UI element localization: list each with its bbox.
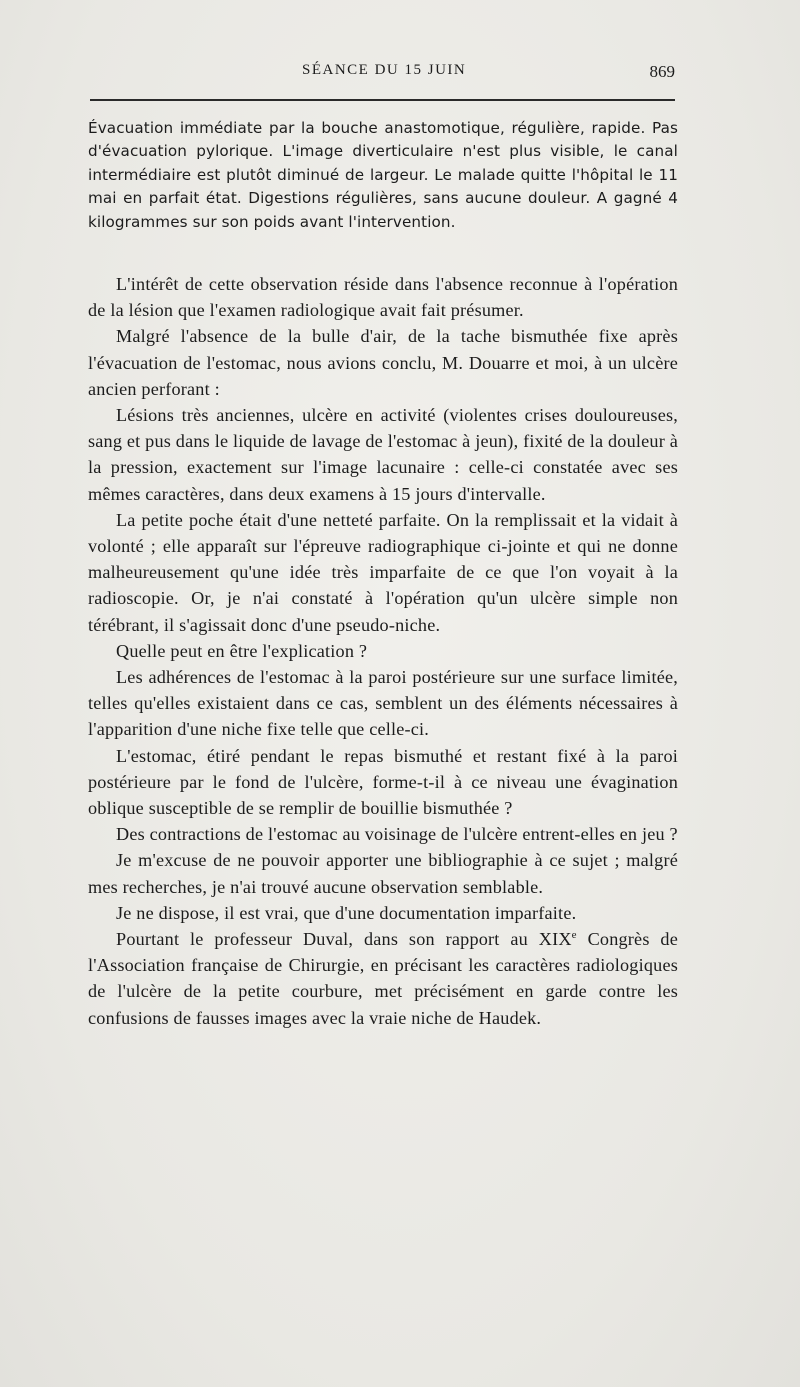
discussion-text xyxy=(88,271,678,1031)
paragraph: Des contractions de l'estomac au voisinage de l'ulcère entrent-elles en jeu ? xyxy=(116,824,678,845)
paragraph: La petite poche était d'une netteté parfaite. On la remplissait et la vidait à volonté ; elle apparaît sur l'épreuve radiographique ci-jointe et qui ne donne malheureusement qu'une idée très imparfaite de ce que l'on voyait à la radioscopie. Or, je n'ai constaté à l'opération qu'un ulcère simple non térébrant, il s'agissait donc d'une pseudo-niche. xyxy=(88,509,678,635)
paragraph: L'intérêt de cette observation réside dans l'absence reconnue à l'opération de la lésion que l'examen radiologique avait fait présumer. xyxy=(88,274,678,321)
case-note-paragraph: Évacuation immédiate par la bouche anastomotique, régulière, rapide. Pas d'évacuation pylorique. L'image diverticulaire n'est plus visible, le canal intermédiaire est plutôt diminué de largeur. Le malade quitte l'hôpital le 11 mai en parfait état. Digestions régulières, sans aucune douleur. A gagné 4 kilogrammes sur son poids avant l'intervention. xyxy=(88,119,678,231)
page-header xyxy=(90,62,675,86)
text-span: Pourtant le professeur Duval, dans son rapport au XIX xyxy=(116,929,572,950)
page-number: 869 xyxy=(649,62,675,81)
paragraph: Lésions très anciennes, ulcère en activité (violentes crises douloureuses, sang et pus dans le liquide de lavage de l'estomac à jeun), fixité de la douleur à la pression, exactement sur l'image lacunaire : celle-ci constatée avec ses mêmes caractères, dans deux examens à 15 jours d'intervalle. xyxy=(88,405,678,504)
text-span: Congrès de l'Association française de Chirurgie, en précisant les caractères radiologiques de l'ulcère de la petite courbure, met précisément en garde contre les confusions de fausses images avec la vraie niche de Haudek. xyxy=(88,929,678,1028)
paragraph-last xyxy=(88,926,678,1031)
header-rule xyxy=(90,99,675,101)
paragraph: Les adhérences de l'estomac à la paroi postérieure sur une surface limitée, telles qu'elles existaient dans ce cas, semblent un des éléments nécessaires à l'apparition d'une niche fixe telle que celle-ci. xyxy=(88,667,678,740)
paragraph: Quelle peut en être l'explication ? xyxy=(116,640,368,661)
paragraph: Malgré l'absence de la bulle d'air, de la tache bismuthée fixe après l'évacuation de l'estomac, nous avions conclu, M. Douarre et moi, à un ulcère ancien perforant : xyxy=(88,326,678,399)
paragraph: Je ne dispose, il est vrai, que d'une documentation imparfaite. xyxy=(116,902,577,923)
paragraph: L'estomac, étiré pendant le repas bismuthé et restant fixé à la paroi postérieure par le fond de l'ulcère, forme-t-il à ce niveau une évagination oblique susceptible de se remplir de bouillie bismuthée ? xyxy=(88,745,678,819)
paragraph: Je m'excuse de ne pouvoir apporter une bibliographie à ce sujet ; malgré mes recherches, je n'ai trouvé aucune observation semblable. xyxy=(88,850,678,897)
superscript: e xyxy=(571,929,577,942)
running-title: SÉANCE DU 15 JUIN xyxy=(302,62,467,78)
